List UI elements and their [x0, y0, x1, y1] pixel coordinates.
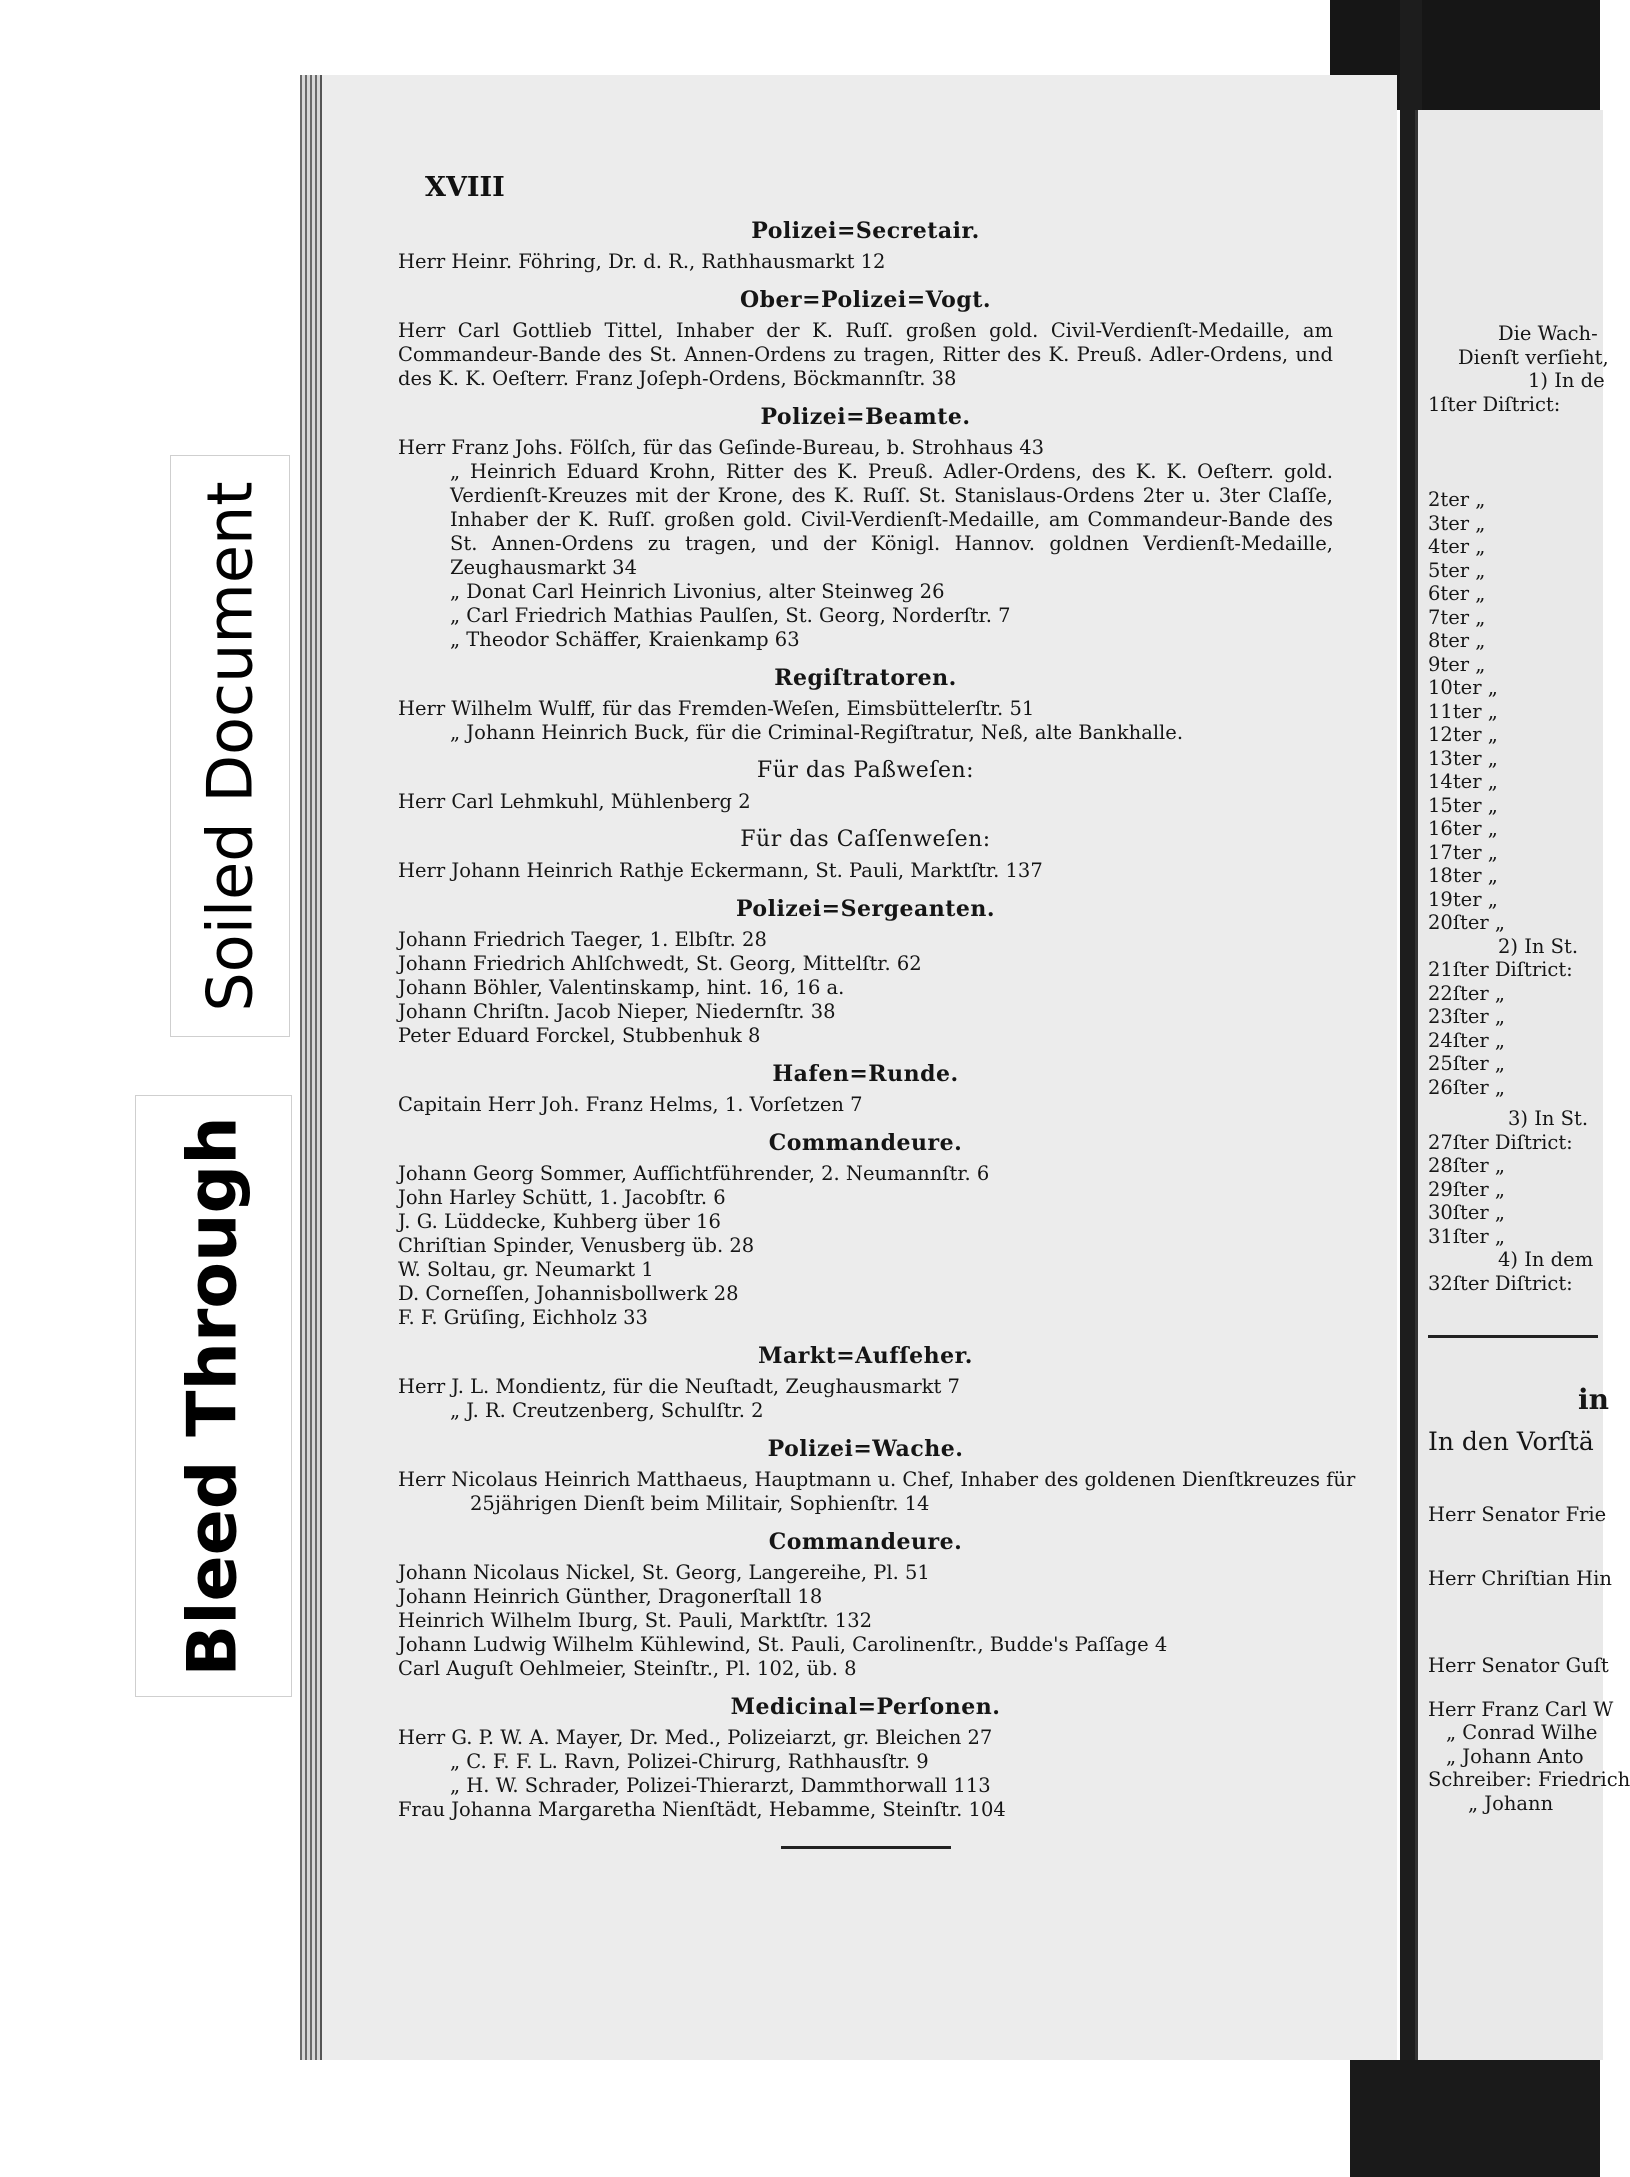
- district-line: 5ter „: [1428, 558, 1486, 582]
- district-line: 19ter „: [1428, 887, 1498, 911]
- right-intro-line: Dienſt verſieht,: [1458, 345, 1609, 369]
- end-rule: [781, 1846, 951, 1849]
- district-line: 22ſter „: [1428, 981, 1506, 1005]
- entry-line: Herr Johann Heinrich Rathje Eckermann, St. Pauli, Marktſtr. 137: [398, 859, 1043, 882]
- district-line: 23ſter „: [1428, 1005, 1506, 1028]
- entry-line: 25jährigen Dienſt beim Militair, Sophienſtr. 14: [470, 1492, 930, 1515]
- entry-line: „ C. F. F. L. Ravn, Polizei-Chirurg, Rathhausſtr. 9: [450, 1750, 929, 1773]
- district-subheading: 3) In St.: [1508, 1107, 1589, 1130]
- district-line: 16ter „: [1428, 817, 1498, 840]
- section-heading: Für das Caſſenweſen:: [740, 827, 991, 852]
- entry-line: Herr Nicolaus Heinrich Matthaeus, Hauptmann u. Chef, Inhaber des goldenen Dienſtkreuzes für: [398, 1468, 1356, 1491]
- section-heading: Regiſtratoren.: [774, 665, 957, 691]
- scan-edge-bottom: [1350, 2060, 1600, 2177]
- section-heading: Ober=Polizei=Vogt.: [739, 287, 992, 313]
- district-line: 4ter „: [1428, 535, 1486, 558]
- entry-line: Herr Carl Gottlieb Tittel, Inhaber der K. Ruſſ. großen gold. Civil-Verdienſt-Medaille, am Commandeur-Bande des St. Annen-Ordens zu tragen, Ritter des K. Preuß. Adler-Ordens, und des K. K. Oeſterr. Franz Joſeph-Ordens, Böckmannſtr. 38: [398, 319, 1333, 390]
- district-line: 3ter „: [1428, 511, 1486, 535]
- district-line: 27ſter Diſtrict:: [1428, 1130, 1573, 1154]
- district-line: 15ter „: [1428, 793, 1498, 817]
- right-intro-line: 1) In de: [1528, 369, 1605, 392]
- soiled-label-text: Soiled Document: [193, 480, 267, 1012]
- district-line: 9ter „: [1428, 652, 1486, 676]
- district-line: 1ſter Diſtrict:: [1428, 392, 1561, 416]
- section-heading: Medicinal=Perſonen.: [730, 1694, 1001, 1720]
- section-heading: Commandeure.: [768, 1529, 963, 1555]
- entry-line: „ Theodor Schäffer, Kraienkamp 63: [450, 628, 800, 651]
- right-subheading-fragment: In den Vorſtä: [1428, 1426, 1594, 1456]
- district-line: 11ter „: [1428, 699, 1498, 723]
- right-name-line: Schreiber: Friedrich: [1428, 1768, 1630, 1791]
- section-heading: Markt=Aufſeher.: [758, 1343, 973, 1369]
- district-line: 7ter „: [1428, 605, 1486, 629]
- entry-line: Heinrich Wilhelm Iburg, St. Pauli, Marktſtr. 132: [398, 1609, 873, 1632]
- right-intro-line: Die Wach-: [1498, 322, 1598, 345]
- entry-line: Herr G. P. W. A. Mayer, Dr. Med., Polizeiarzt, gr. Bleichen 27: [398, 1726, 993, 1749]
- district-line: 2ter „: [1428, 488, 1486, 511]
- district-line: 20ſter „: [1428, 911, 1506, 934]
- section-heading: Polizei=Secretair.: [751, 218, 980, 244]
- right-page-content: [1428, 110, 1630, 1815]
- entry-line: Herr Franz Johs. Fölſch, für das Geſinde-Bureau, b. Strohhaus 43: [398, 436, 1045, 459]
- entry-line: „ Heinrich Eduard Krohn, Ritter des K. Preuß. Adler-Ordens, des K. K. Oeſterr. gold. Verdienſt-Kreuzes mit der Krone, des K. Ruſſ. St. Stanislaus-Ordens 2ter u. 3ter Claſſe, Inhaber der K. Ruſſ. großen gold. Civil-Verdienſt-Medaille, am Commandeur-Bande des St. Annen-Ordens zu tragen, und der Königl. Hannov. goldnen Verdienſt-Medaille, Zeughausmarkt 34: [450, 460, 1333, 579]
- entry-line: Johann Friedrich Taeger, 1. Elbſtr. 28: [398, 928, 767, 951]
- entry-line: D. Corneſſen, Johannisbollwerk 28: [398, 1282, 739, 1305]
- entry-line: Johann Böhler, Valentinskamp, hint. 16, 16 a.: [398, 976, 845, 999]
- section-heading: Hafen=Runde.: [772, 1061, 959, 1087]
- right-name-line: „ Johann Anto: [1446, 1744, 1584, 1768]
- district-subheading: 4) In dem: [1498, 1248, 1594, 1271]
- district-line: 6ter „: [1428, 582, 1486, 605]
- entry-line: Herr Heinr. Föhring, Dr. d. R., Rathhausmarkt 12: [398, 250, 886, 273]
- district-line: 28ſter „: [1428, 1154, 1506, 1177]
- entry-line: „ J. R. Creutzenberg, Schulſtr. 2: [450, 1399, 764, 1422]
- entry-line: „ Johann Heinrich Buck, für die Criminal-Regiſtratur, Neß, alte Bankhalle.: [450, 721, 1184, 744]
- right-page: [1415, 110, 1630, 2060]
- right-name-line: „ Johann: [1468, 1791, 1554, 1815]
- section-heading: Commandeure.: [768, 1130, 963, 1156]
- district-line: 26ſter „: [1428, 1075, 1506, 1099]
- entry-line: W. Soltau, gr. Neumarkt 1: [398, 1258, 654, 1281]
- entry-line: „ Carl Friedrich Mathias Paulſen, St. Georg, Norderſtr. 7: [450, 604, 1011, 627]
- district-line: 18ter „: [1428, 864, 1498, 887]
- entry-line: F. F. Grüſing, Eichholz 33: [398, 1306, 648, 1329]
- district-line: 29ſter „: [1428, 1177, 1506, 1201]
- bleed-label-text: Bleed Through: [174, 1115, 253, 1677]
- right-heading-fragment: in: [1578, 1383, 1609, 1416]
- entry-line: Herr Wilhelm Wulff, für das Fremden-Weſen, Eimsbüttelerſtr. 51: [398, 697, 1035, 720]
- district-line: 8ter „: [1428, 629, 1486, 652]
- section-heading: Polizei=Wache.: [767, 1436, 964, 1462]
- right-name-line: Herr Chriſtian Hin: [1428, 1566, 1612, 1590]
- entry-line: Herr Carl Lehmkuhl, Mühlenberg 2: [398, 790, 751, 813]
- district-line: 14ter „: [1428, 770, 1498, 793]
- district-line: 24ſter „: [1428, 1028, 1506, 1052]
- right-name-line: Herr Senator Guſt: [1428, 1654, 1609, 1677]
- right-rule: [1428, 1335, 1598, 1338]
- district-line: 32ſter Diſtrict:: [1428, 1271, 1573, 1295]
- entry-line: John Harley Schütt, 1. Jacobſtr. 6: [398, 1186, 726, 1209]
- district-line: 12ter „: [1428, 723, 1498, 746]
- page-number: XVIII: [425, 172, 505, 203]
- entry-line: Chriſtian Spinder, Venusberg üb. 28: [398, 1234, 755, 1257]
- district-line: 10ter „: [1428, 676, 1498, 699]
- section-heading: Polizei=Sergeanten.: [735, 896, 996, 922]
- section-heading: Für das Paßweſen:: [756, 758, 975, 783]
- entry-line: Johann Georg Sommer, Aufſichtführender, 2. Neumannſtr. 6: [398, 1162, 990, 1185]
- district-line: 13ter „: [1428, 746, 1498, 770]
- entry-line: Johann Nicolaus Nickel, St. Georg, Langereihe, Pl. 51: [398, 1561, 930, 1584]
- entry-line: „ Donat Carl Heinrich Livonius, alter Steinweg 26: [450, 580, 945, 603]
- entry-line: Capitain Herr Joh. Franz Helms, 1. Vorſetzen 7: [398, 1093, 863, 1116]
- district-line: 31ſter „: [1428, 1224, 1506, 1248]
- entry-line: J. G. Lüddecke, Kuhberg über 16: [398, 1210, 721, 1233]
- entry-line: Carl Auguſt Oehlmeier, Steinſtr., Pl. 102, üb. 8: [398, 1657, 857, 1680]
- soiled-document-label: [170, 455, 290, 1037]
- entry-line: Herr J. L. Mondientz, für die Neuſtadt, Zeughausmarkt 7: [398, 1375, 960, 1398]
- district-line: 21ſter Diſtrict:: [1428, 958, 1573, 981]
- district-line: 30ſter „: [1428, 1201, 1506, 1224]
- district-subheading: 2) In St.: [1498, 934, 1579, 958]
- entry-line: „ H. W. Schrader, Polizei-Thierarzt, Dammthorwall 113: [450, 1774, 991, 1797]
- entry-line: Johann Heinrich Günther, Dragonerſtall 18: [398, 1585, 823, 1608]
- section-heading: Polizei=Beamte.: [760, 404, 971, 430]
- right-name-line: „ Conrad Wilhe: [1446, 1721, 1598, 1744]
- entry-line: Peter Eduard Forckel, Stubbenhuk 8: [398, 1024, 761, 1047]
- right-name-line: Herr Franz Carl W: [1428, 1697, 1614, 1721]
- district-line: 17ter „: [1428, 840, 1498, 864]
- bleed-through-label: [135, 1095, 292, 1697]
- entry-line: Johann Friedrich Ahlſchwedt, St. Georg, Mittelſtr. 62: [398, 952, 922, 975]
- entry-line: Frau Johanna Margaretha Nienſtädt, Hebamme, Steinſtr. 104: [398, 1798, 1006, 1821]
- directory-content: [398, 205, 1356, 1849]
- right-name-line: Herr Senator Frie: [1428, 1503, 1607, 1526]
- district-line: 25ſter „: [1428, 1052, 1506, 1075]
- entry-line: Johann Ludwig Wilhelm Kühlewind, St. Pauli, Carolinenſtr., Budde's Paſſage 4: [398, 1633, 1168, 1656]
- entry-line: Johann Chriſtn. Jacob Nieper, Niedernſtr. 38: [398, 1000, 836, 1023]
